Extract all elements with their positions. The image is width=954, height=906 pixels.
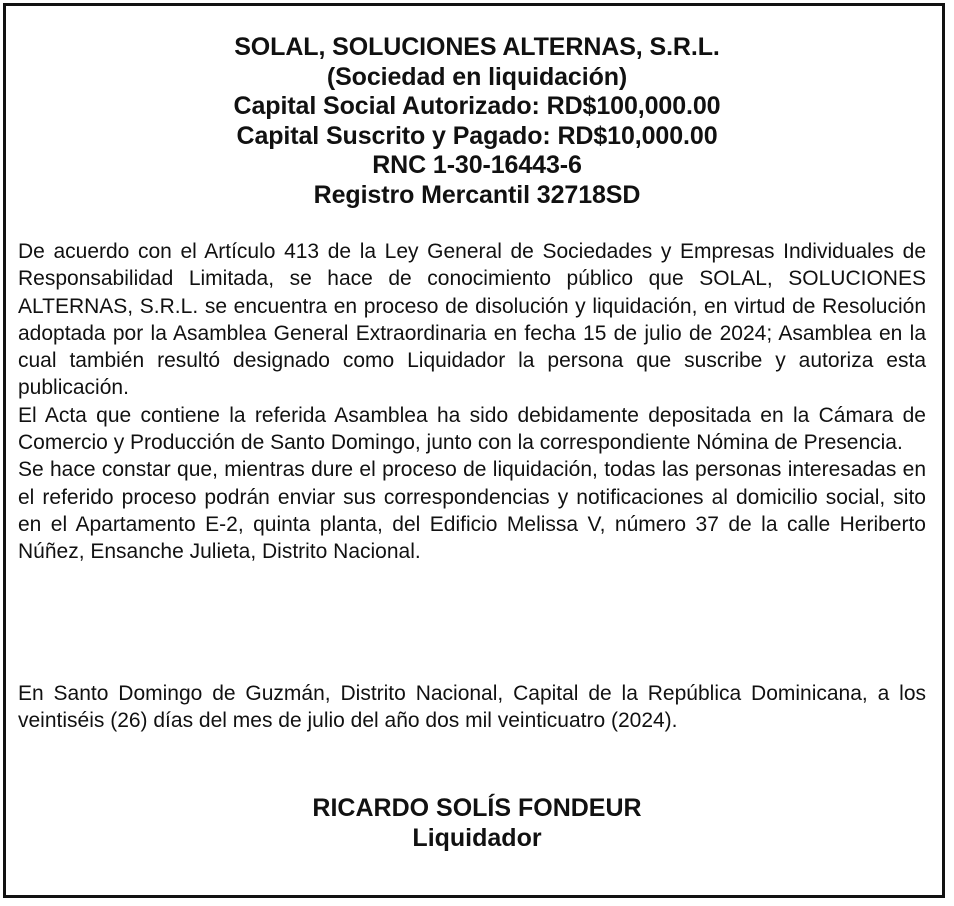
company-name: SOLAL, SOLUCIONES ALTERNAS, S.R.L. bbox=[234, 33, 720, 61]
mercantile-registry: Registro Mercantil 32718SD bbox=[313, 180, 641, 209]
authorized-capital: Capital Social Autorizado: RD$100,000.00 bbox=[233, 92, 721, 120]
body-paragraph-legal-basis: De acuerdo con el Artículo 413 de la Ley General de Sociedades y Empresas Individuales de Responsabilidad Limitada, se hace de conocimiento público que SOLAL, SOLUCIONES ALTERNAS, S.R.L. se encuentra en proceso de disolución y liquidación, en virtud de Resolución adoptada por la Asamblea General Extraordinaria en fecha 15 de julio de 2024; Asamblea en la cual también resultó designado como Liquidador la persona que suscribe y autoriza esta publicación. bbox=[18, 240, 926, 400]
body-paragraph-deposit: El Acta que contiene la referida Asamblea ha sido debidamente depositada en la Cámara de Comercio y Producción de Santo Domingo, junto con la correspondiente Nómina de Presencia. bbox=[18, 403, 926, 455]
rnc-number: RNC 1-30-16443-6 bbox=[372, 151, 582, 179]
notice-header bbox=[0, 33, 954, 210]
signatory-name: RICARDO SOLÍS FONDEUR bbox=[312, 794, 642, 822]
signature-block bbox=[0, 794, 954, 853]
paid-capital: Capital Suscrito y Pagado: RD$10,000.00 bbox=[236, 121, 718, 150]
notice-closing bbox=[18, 680, 926, 735]
notice-body bbox=[18, 238, 926, 566]
company-status: (Sociedad en liquidación) bbox=[326, 62, 628, 91]
closing-paragraph: En Santo Domingo de Guzmán, Distrito Nacional, Capital de la República Dominicana, a los veintiséis (26) días del mes de julio del año dos mil veinticuatro (2024). bbox=[18, 682, 926, 733]
body-paragraph-correspondence: Se hace constar que, mientras dure el proceso de liquidación, todas las personas interesadas en el referido proceso podrán enviar sus correspondencias y notificaciones al domicilio social, sito en el Apartamento E-2, quinta planta, del Edificio Melissa V, número 37 de la calle Heriberto Núñez, Ensanche Julieta, Distrito Nacional. bbox=[18, 458, 926, 564]
signatory-title: Liquidador bbox=[412, 823, 542, 852]
